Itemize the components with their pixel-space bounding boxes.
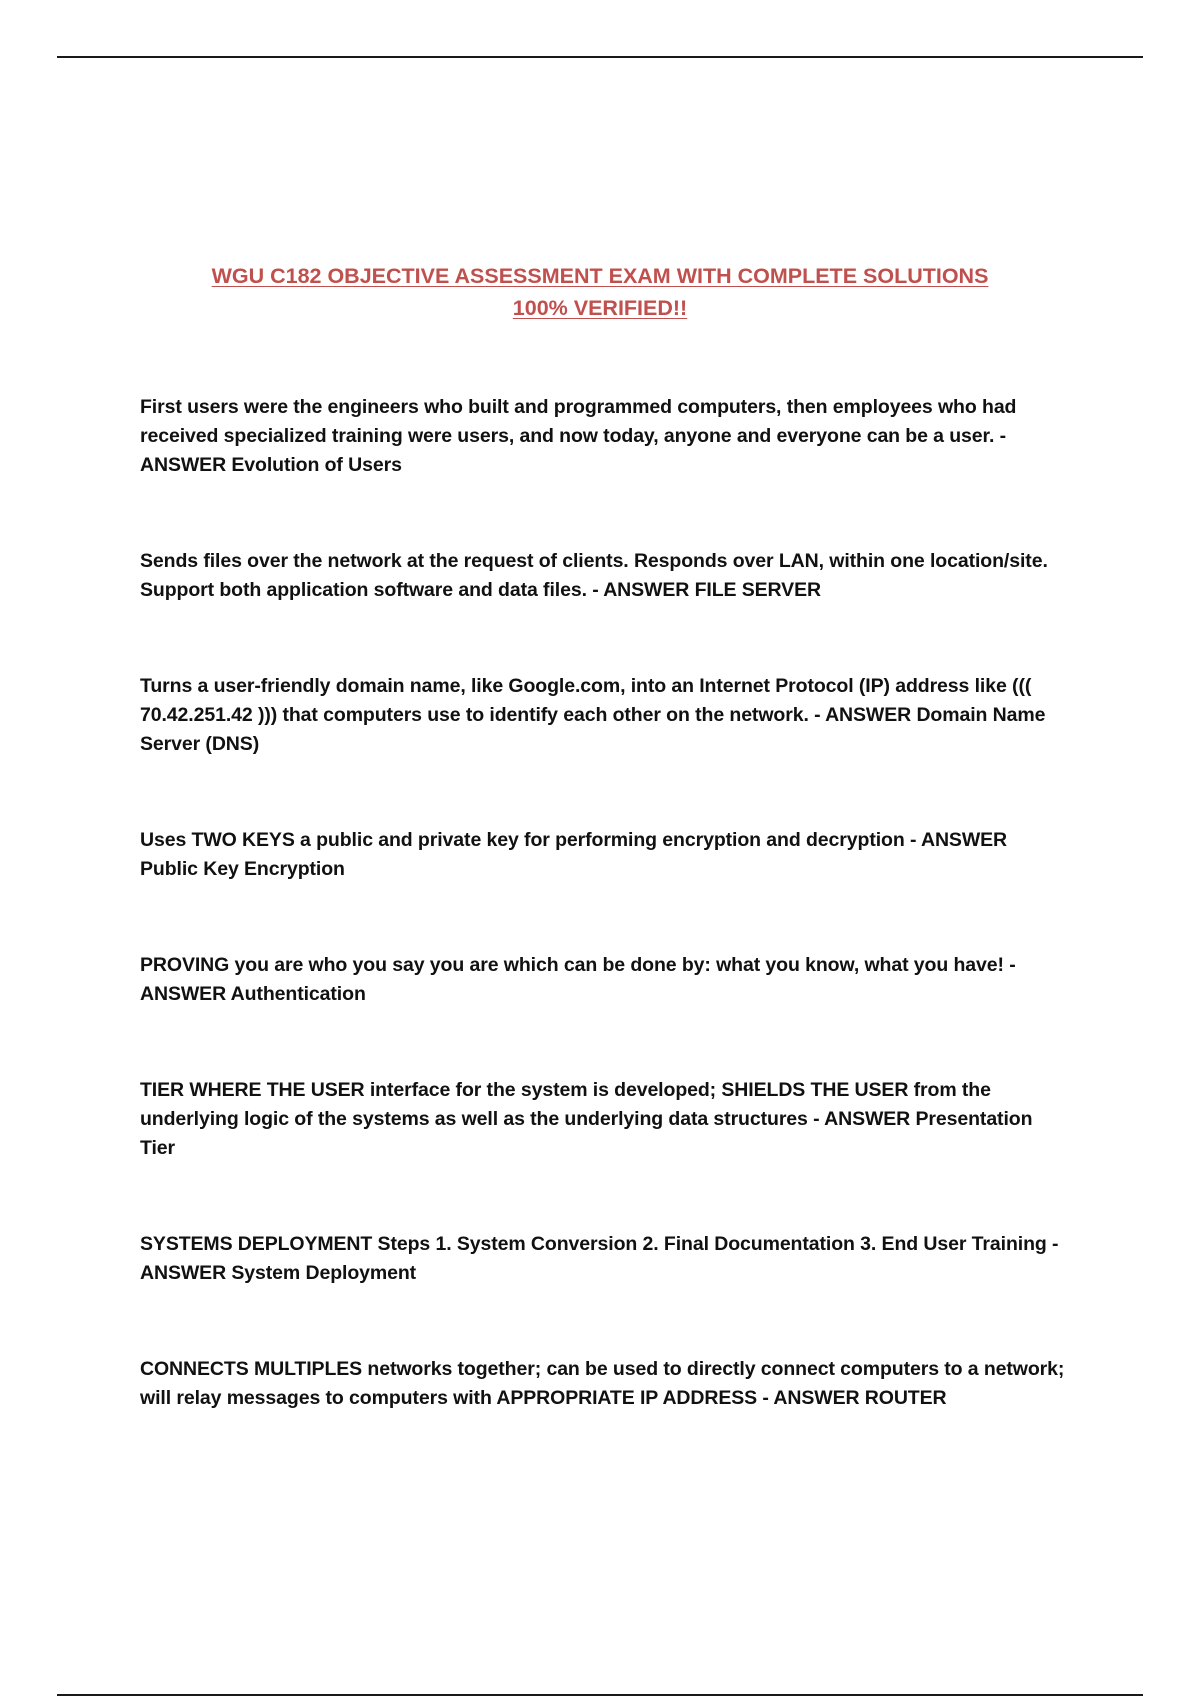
qa-item: PROVING you are who you say you are which can be done by: what you know, what you have! - ANSWER Authentication (140, 954, 1016, 1005)
qa-item: SYSTEMS DEPLOYMENT Steps 1. System Conversion 2. Final Documentation 3. End User Training - ANSWER System Deployment (140, 1233, 1059, 1284)
qa-item: CONNECTS MULTIPLES networks together; can be used to directly connect computers to a network; will relay messages to computers with APPROPRIATE IP ADDRESS - ANSWER ROUTER (140, 1358, 1065, 1409)
qa-item: TIER WHERE THE USER interface for the system is developed; SHIELDS THE USER from the underlying logic of the systems as well as the underlying data structures - ANSWER Presentation Tier (140, 1079, 1033, 1159)
qa-item: Uses TWO KEYS a public and private key for performing encryption and decryption - ANSWER Public Key Encryption (140, 829, 1008, 880)
qa-item: Turns a user-friendly domain name, like Google.com, into an Internet Protocol (IP) address like ((( 70.42.251.42 ))) that computers use to identify each other on the network. - ANSWER Domain Name Server (DNS) (140, 675, 1046, 755)
qa-item: Sends files over the network at the request of clients. Responds over LAN, within one location/site. Support both application software and data files. - ANSWER FILE SERVER (140, 550, 1048, 601)
qa-item: First users were the engineers who built and programmed computers, then employees who had received specialized training were users, and now today, anyone and everyone can be a user. - ANSWER Evolution of Users (140, 396, 1017, 476)
title-line-2: 100% VERIFIED!! (512, 296, 688, 320)
top-rule (57, 56, 1143, 58)
bottom-rule (57, 1694, 1143, 1696)
title-line-1: WGU C182 OBJECTIVE ASSESSMENT EXAM WITH COMPLETE SOLUTIONS (211, 264, 989, 288)
qa-list (140, 393, 1065, 1480)
document-title (150, 260, 1050, 324)
